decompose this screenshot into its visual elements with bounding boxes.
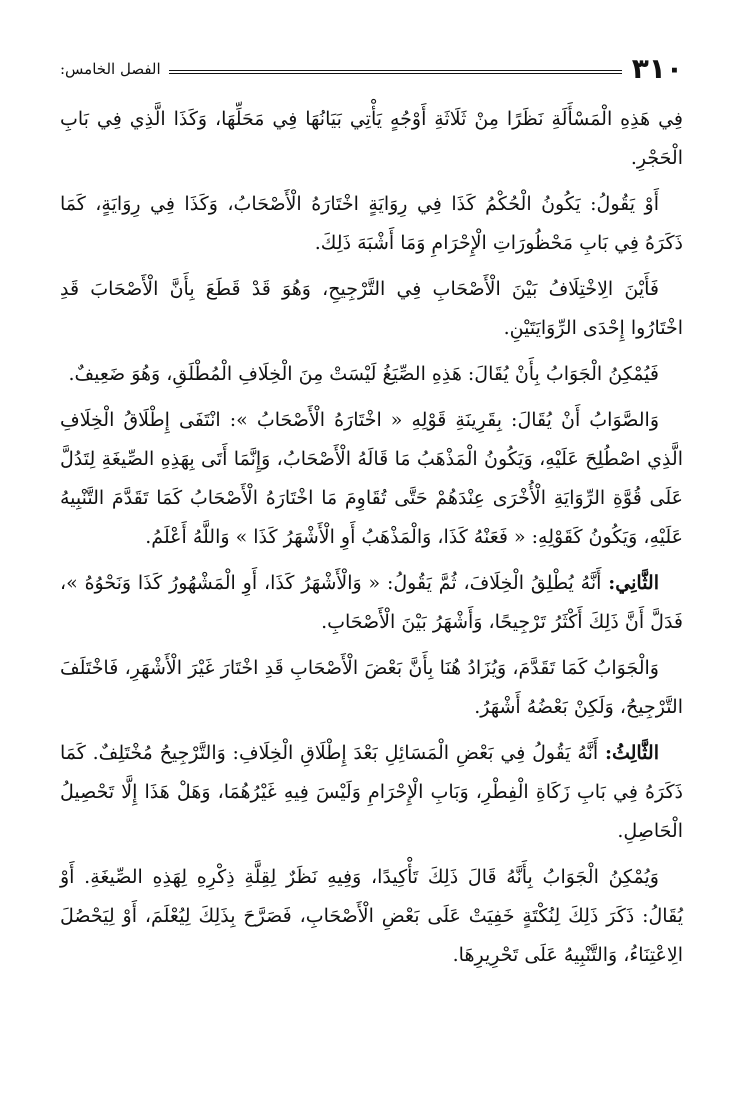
paragraph-lead: الثَّالِثُ: [604, 742, 659, 764]
paragraph-text: أَنَّهُ يُطْلِقُ الْخِلَافَ، ثُمَّ يَقُولُ: « وَالْأَشْهَرُ كَذَا، أَوِ الْمَشْهُورُ كَذَا وَنَحْوُهُ »، فَدَلَّ أَنَّ ذَلِكَ أَكْثَرُ تَرْجِيحًا، وَأَشْهَرُ بَيْنَ الْأَصْحَابِ. [60, 572, 683, 633]
paragraph [60, 649, 683, 727]
paragraph [60, 858, 683, 975]
paragraph-text: فِي هَذِهِ الْمَسْأَلَةِ نَظَرًا مِنْ ثَلَاثَةِ أَوْجُهٍ يَأْتِي بَيَانُهَا فِي مَحَلِّهَا، وَكَذَا الَّذِي فِي بَابِ الْحَجْرِ. [60, 108, 683, 169]
paragraph [60, 401, 683, 557]
paragraph [60, 100, 683, 178]
paragraph-text: وَالصَّوَابُ أَنْ يُقَالَ: بِقَرِينَةِ قَوْلِهِ « اخْتَارَهُ الْأَصْحَابُ »: انْتَفَى إِطْلَاقُ الْخِلَافِ الَّذِي اصْطُلِحَ عَلَيْهِ، وَيَكُونُ الْمَذْهَبُ مَا قَالَهُ الْأَصْحَابُ، وَإِنَّمَا أَتَى بِهَذِهِ الصِّيغَةِ لِتَدُلَّ عَلَى قُوَّةِ الرِّوَايَةِ الْأُخْرَى عِنْدَهُمْ حَتَّى تُقَاوِمَ مَا اخْتَارَهُ الْأَصْحَابُ كَمَا تَقَدَّمَ التَّنْبِيهُ عَلَيْهِ، وَيَكُونُ كَقَوْلِهِ: « فَعَنْهُ كَذَا، وَالْمَذْهَبُ أَوِ الْأَشْهَرُ كَذَا » وَاللَّهُ أَعْلَمُ. [60, 409, 683, 548]
paragraph-lead: الثَّانِي: [608, 572, 659, 594]
header-rule [169, 70, 622, 74]
paragraph-text: وَالْجَوَابُ كَمَا تَقَدَّمَ، وَيُزَادُ هُنَا بِأَنَّ بَعْضَ الْأَصْحَابِ قَدِ اخْتَارَ غَيْرَ الْأَشْهَرِ، فَاخْتَلَفَ التَّرْجِيحُ، وَلَكِنْ بَعْضُهُ أَشْهَرُ. [60, 657, 683, 718]
paragraph [60, 270, 683, 348]
page-number: ٣١٠ [631, 52, 683, 85]
page-header [60, 52, 683, 86]
paragraph-text: وَيُمْكِنُ الْجَوَابُ بِأَنَّهُ قَالَ ذَلِكَ تَأْكِيدًا، وَفِيهِ نَظَرٌ لِقِلَّةِ ذِكْرِهِ لِهَذِهِ الصِّيغَةِ. أَوْ يُقَالُ: ذَكَرَ ذَلِكَ لِنُكْتَةٍ خَفِيَتْ عَلَى بَعْضِ الْأَصْحَابِ، فَصَرَّحَ بِذَلِكَ لِيُعْلَمَ، أَوْ لِيَحْصُلَ الِاعْتِنَاءُ، وَالتَّنْبِيهُ عَلَى تَحْرِيرِهَا. [60, 866, 683, 966]
paragraph [60, 355, 683, 394]
chapter-title: الفصل الخامس: [60, 60, 161, 78]
paragraph-text: فَأَيْنَ الِاخْتِلَافُ بَيْنَ الْأَصْحَابِ فِي التَّرْجِيحِ، وَهُوَ قَدْ قَطَعَ بِأَنَّ الْأَصْحَابَ قَدِ اخْتَارُوا إِحْدَى الرِّوَايَتَيْنِ. [60, 278, 683, 339]
paragraph-text: أَوْ يَقُولُ: يَكُونُ الْحُكْمُ كَذَا فِي رِوَايَةٍ اخْتَارَهُ الْأَصْحَابُ، وَكَذَا فِي رِوَايَةٍ، كَمَا ذَكَرَهُ فِي بَابِ مَحْظُورَاتِ الْإِحْرَامِ وَمَا أَشْبَهَ ذَلِكَ. [60, 193, 683, 254]
page-body [60, 100, 683, 982]
paragraph [60, 734, 683, 851]
paragraph-text: أَنَّهُ يَقُولُ فِي بَعْضِ الْمَسَائِلِ بَعْدَ إِطْلَاقِ الْخِلَافِ: وَالتَّرْجِيحُ مُخْتَلِفٌ. كَمَا ذَكَرَهُ فِي بَابِ زَكَاةِ الْفِطْرِ، وَبَابِ الْإِحْرَامِ وَلَيْسَ فِيهِ غَيْرُهُمَا، وَهَلْ هَذَا إِلَّا تَحْصِيلُ الْحَاصِلِ. [60, 742, 683, 842]
paragraph [60, 564, 683, 642]
paragraph [60, 185, 683, 263]
paragraph-text: فَيُمْكِنُ الْجَوَابُ بِأَنْ يُقَالَ: هَذِهِ الصِّيَغُ لَيْسَتْ مِنَ الْخِلَافِ الْمُطْلَقِ، وَهُوَ ضَعِيفٌ. [68, 363, 659, 385]
